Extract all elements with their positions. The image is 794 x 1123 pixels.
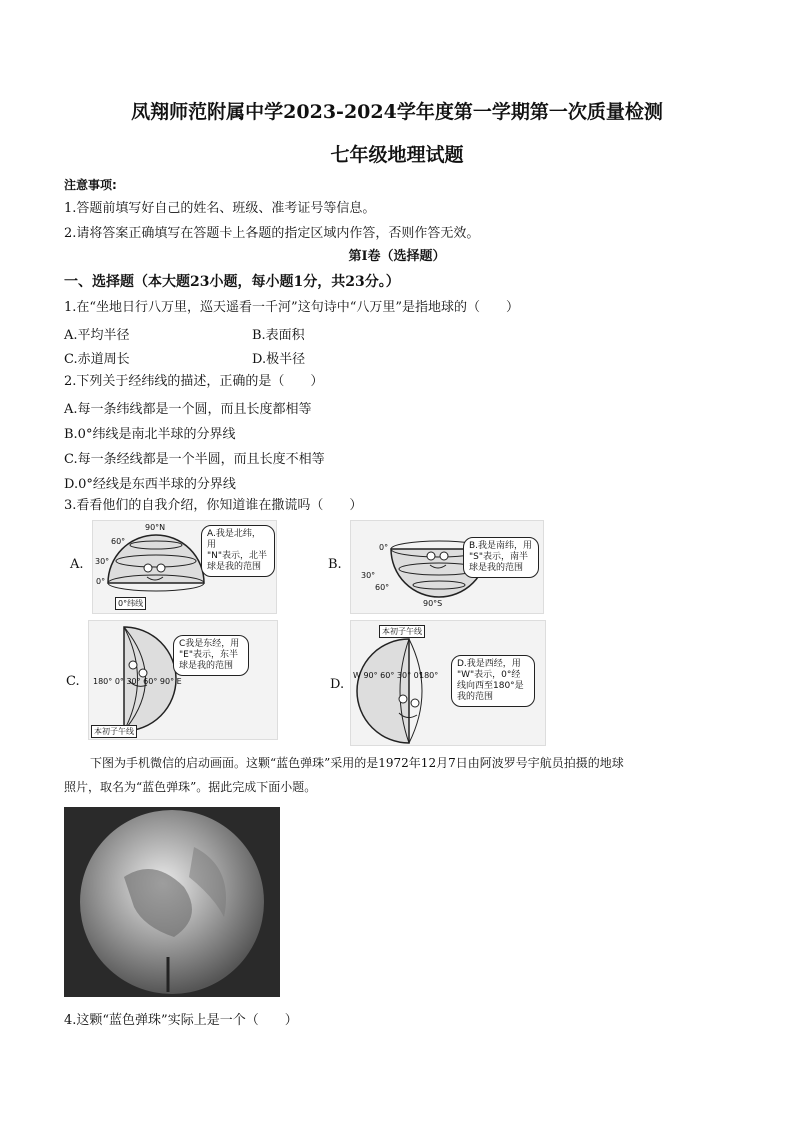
tick-90n: 90°N bbox=[145, 523, 166, 532]
q1-option-a[interactable]: A.平均半径 bbox=[64, 328, 130, 343]
q2-option-a[interactable]: A.每一条纬线都是一个圆，而且长度都相等 bbox=[64, 402, 312, 417]
q3-panel-c-bubble: C我是东经，用 "E"表示，东半 球是我的范围 bbox=[173, 635, 249, 676]
notice-item-1: 1.答题前填写好自己的姓名、班级、准考证号等信息。 bbox=[64, 201, 376, 216]
notice-item-2: 2.请将答案正确填写在答题卡上各题的指定区域内作答，否则作答无效。 bbox=[64, 226, 480, 241]
passage-line-2: 照片，取名为“蓝色弹珠”。据此完成下面小题。 bbox=[64, 780, 317, 794]
tick-60: 60° bbox=[375, 583, 390, 592]
q1-stem: 1.在“坐地日行八万里，巡天遥看一千河”这句诗中“八万里”是指地球的（ ） bbox=[64, 300, 519, 315]
exam-title: 凤翔师范附属中学2023-2024学年度第一学期第一次质量检测 bbox=[131, 101, 663, 123]
prime-meridian-caption: 本初子午线 bbox=[379, 625, 425, 638]
q3-panel-a-bubble: A.我是北纬，用 "N"表示，北半 球是我的范围 bbox=[201, 525, 275, 577]
q2-option-c[interactable]: C.每一条经线都是一个半圆，而且长度不相等 bbox=[64, 452, 325, 467]
blue-marble-photo bbox=[64, 807, 280, 997]
q3-panel-d-image bbox=[350, 620, 546, 746]
q3-panel-c-label[interactable]: C. bbox=[66, 674, 80, 689]
exam-subtitle: 七年级地理试题 bbox=[330, 144, 464, 166]
section-heading: 一、选择题（本大题23小题，每小题1分，共23分。） bbox=[64, 274, 400, 290]
q1-option-c[interactable]: C.赤道周长 bbox=[64, 352, 130, 367]
tick-60: 60° bbox=[111, 537, 126, 546]
q1-option-d[interactable]: D.极半径 bbox=[252, 352, 306, 367]
q3-panel-c-image bbox=[88, 620, 278, 740]
q2-stem: 2.下列关于经纬线的描述，正确的是（ ） bbox=[64, 374, 324, 389]
notice-heading: 注意事项: bbox=[64, 178, 117, 192]
q1-option-b[interactable]: B.表面积 bbox=[252, 328, 305, 343]
q4-stem: 4.这颗“蓝色弹珠”实际上是一个（ ） bbox=[64, 1013, 298, 1028]
tick-30: 30° bbox=[361, 571, 376, 580]
longitude-ticks: 180° 0° 30° 60° 90° E bbox=[93, 677, 182, 686]
q3-panel-b-image bbox=[350, 520, 544, 614]
q3-panel-a-image bbox=[92, 520, 277, 614]
tick-0: 0° bbox=[379, 543, 389, 552]
q2-option-b[interactable]: B.0°纬线是南北半球的分界线 bbox=[64, 427, 236, 442]
tick-180: 180° bbox=[419, 671, 439, 680]
q3-stem: 3.看看他们的自我介绍，你知道谁在撒谎吗（ ） bbox=[64, 498, 363, 513]
tick-0: 0° bbox=[96, 577, 106, 586]
q2-option-d[interactable]: D.0°经线是东西半球的分界线 bbox=[64, 477, 236, 492]
q3-panel-b-bubble: B.我是南纬，用 "S"表示，南半 球是我的范围 bbox=[463, 537, 539, 578]
tick-30: 30° bbox=[95, 557, 110, 566]
volume-heading: 第Ⅰ卷（选择题） bbox=[348, 249, 446, 264]
prime-meridian-caption: 本初子午线 bbox=[91, 725, 137, 738]
longitude-ticks: W 90° 60° 30° 0° bbox=[353, 671, 423, 680]
equator-caption: 0°纬线 bbox=[115, 597, 146, 610]
earth-image bbox=[64, 807, 280, 997]
q3-panel-d-bubble: D.我是西经，用 "W"表示，0°经 线向西至180°是 我的范围 bbox=[451, 655, 535, 707]
q3-panel-a-label[interactable]: A. bbox=[70, 557, 84, 572]
tick-90s: 90°S bbox=[423, 599, 443, 608]
passage-line-1: 下图为手机微信的启动画面。这颗“蓝色弹珠”采用的是1972年12月7日由阿波罗号宇航员拍摄的地球 bbox=[90, 756, 624, 770]
q3-panel-d-label[interactable]: D. bbox=[330, 677, 345, 692]
q3-panel-b-label[interactable]: B. bbox=[328, 557, 342, 572]
